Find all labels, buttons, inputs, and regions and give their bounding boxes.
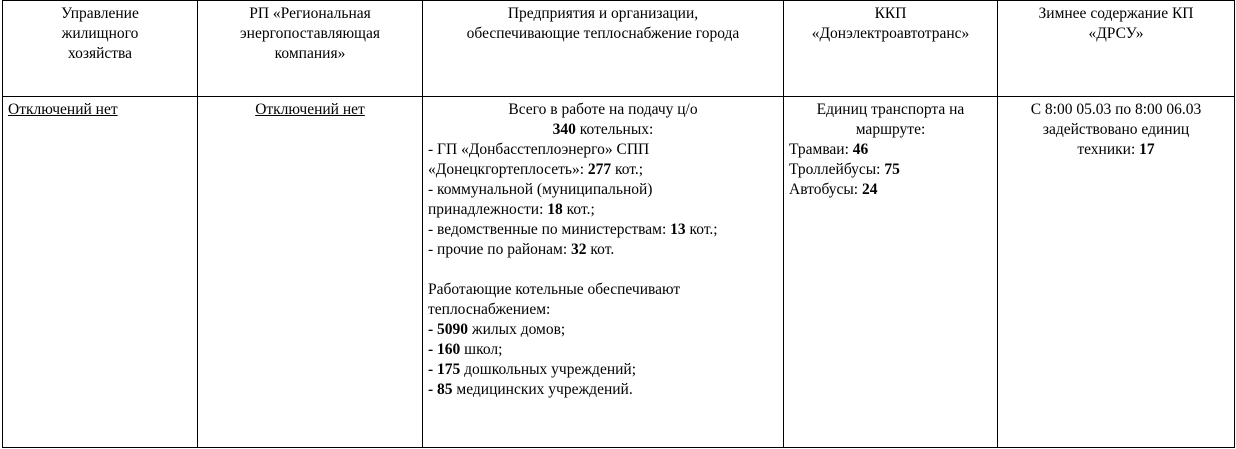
header-line: компания» bbox=[274, 45, 346, 62]
header-row bbox=[3, 1, 1235, 97]
boiler-item-label: - ведомственные по министерствам: bbox=[428, 221, 671, 238]
transport-intro: маршруте: bbox=[855, 121, 926, 138]
boiler-item-value: 18 bbox=[547, 201, 563, 218]
supply-label: школ; bbox=[460, 341, 503, 358]
boiler-item-unit: кот.; bbox=[685, 221, 718, 238]
boiler-item bbox=[428, 200, 778, 220]
header-line: «Донэлектроавтотранс» bbox=[811, 25, 970, 42]
header-line: хозяйства bbox=[67, 45, 133, 62]
boiler-item-unit: кот.; bbox=[611, 161, 644, 178]
boiler-item-line: - ГП «Донбасстеплоэнерго» СПП bbox=[428, 141, 650, 158]
transport-label: Троллейбусы: bbox=[789, 161, 885, 178]
boiler-item-label: «Донецкгортеплосеть»: bbox=[428, 161, 588, 178]
supply-label: дошкольных учреждений; bbox=[460, 361, 637, 378]
header-line: Предприятия и организации, bbox=[507, 5, 699, 22]
boiler-intro: Всего в работе на подачу ц/о bbox=[508, 101, 698, 118]
boiler-total-value: 340 bbox=[552, 121, 576, 138]
supply-item bbox=[428, 380, 778, 400]
transport-value: 75 bbox=[884, 161, 900, 178]
transport-item bbox=[789, 160, 992, 180]
transport-value: 24 bbox=[861, 181, 878, 198]
boiler-item bbox=[428, 240, 778, 260]
header-line: ККП bbox=[874, 5, 907, 22]
maintenance-total bbox=[1003, 140, 1229, 160]
boiler-total bbox=[428, 120, 778, 140]
boiler-item-unit: кот. bbox=[586, 241, 615, 258]
content-row bbox=[3, 97, 1235, 448]
transport-intro: Единиц транспорта на bbox=[816, 101, 965, 118]
boiler-item-label: - прочие по районам: bbox=[428, 241, 572, 258]
transport-value: 46 bbox=[852, 141, 869, 158]
road-maintenance-cell bbox=[998, 97, 1235, 448]
header-line: жилищного bbox=[61, 25, 139, 42]
boiler-item-value: 13 bbox=[670, 221, 686, 238]
header-line: Управление bbox=[61, 5, 139, 22]
supply-value: 5090 bbox=[437, 321, 469, 338]
supply-value: 175 bbox=[437, 361, 461, 378]
boiler-item-label: принадлежности: bbox=[428, 201, 548, 218]
header-road-maintenance bbox=[998, 1, 1235, 97]
energy-company-cell bbox=[198, 97, 423, 448]
header-transport bbox=[784, 1, 998, 97]
boiler-item-value: 32 bbox=[571, 241, 587, 258]
housing-status: Отключений нет bbox=[8, 101, 118, 118]
boiler-item bbox=[428, 220, 778, 240]
header-line: Зимнее содержание КП bbox=[1038, 5, 1194, 22]
heat-supply-cell bbox=[423, 97, 784, 448]
header-line: «ДРСУ» bbox=[1088, 25, 1144, 42]
supply-intro: Работающие котельные обеспечивают bbox=[428, 281, 681, 298]
transport-item bbox=[789, 180, 992, 200]
transport-label: Автобусы: bbox=[789, 181, 862, 198]
supply-intro: теплоснабжением: bbox=[428, 301, 551, 318]
supply-label: медицинских учреждений. bbox=[452, 381, 633, 398]
supply-prefix: - bbox=[428, 341, 438, 358]
supply-prefix: - bbox=[428, 361, 438, 378]
supply-prefix: - bbox=[428, 321, 438, 338]
maintenance-line: С 8:00 05.03 по 8:00 06.03 bbox=[1030, 101, 1202, 118]
transport-label: Трамваи: bbox=[789, 141, 853, 158]
supply-label: жилых домов; bbox=[468, 321, 566, 338]
header-line: энергопоставляющая bbox=[240, 25, 380, 42]
supply-prefix: - bbox=[428, 381, 438, 398]
supply-value: 160 bbox=[437, 341, 461, 358]
boiler-item-unit: кот.; bbox=[562, 201, 595, 218]
spacer bbox=[428, 260, 778, 280]
header-heat-supply bbox=[423, 1, 784, 97]
boiler-item-value: 277 bbox=[587, 161, 612, 178]
transport-item bbox=[789, 140, 992, 160]
energy-status: Отключений нет bbox=[255, 101, 365, 118]
supply-value: 85 bbox=[437, 381, 453, 398]
maintenance-label: техники: bbox=[1077, 141, 1140, 158]
boiler-item bbox=[428, 160, 778, 180]
supply-item bbox=[428, 320, 778, 340]
header-line: РП «Региональная bbox=[249, 5, 371, 22]
header-housing bbox=[3, 1, 198, 97]
header-line: обеспечивающие теплоснабжение города bbox=[466, 25, 740, 42]
transport-cell bbox=[784, 97, 998, 448]
header-energy-company bbox=[198, 1, 423, 97]
boiler-total-label: котельных: bbox=[575, 121, 654, 138]
maintenance-line: задействовано единиц bbox=[1042, 121, 1190, 138]
maintenance-value: 17 bbox=[1139, 141, 1155, 158]
housing-cell bbox=[3, 97, 198, 448]
report-table bbox=[2, 0, 1235, 448]
supply-item bbox=[428, 360, 778, 380]
boiler-item-line: - коммунальной (муниципальной) bbox=[428, 181, 653, 198]
supply-item bbox=[428, 340, 778, 360]
